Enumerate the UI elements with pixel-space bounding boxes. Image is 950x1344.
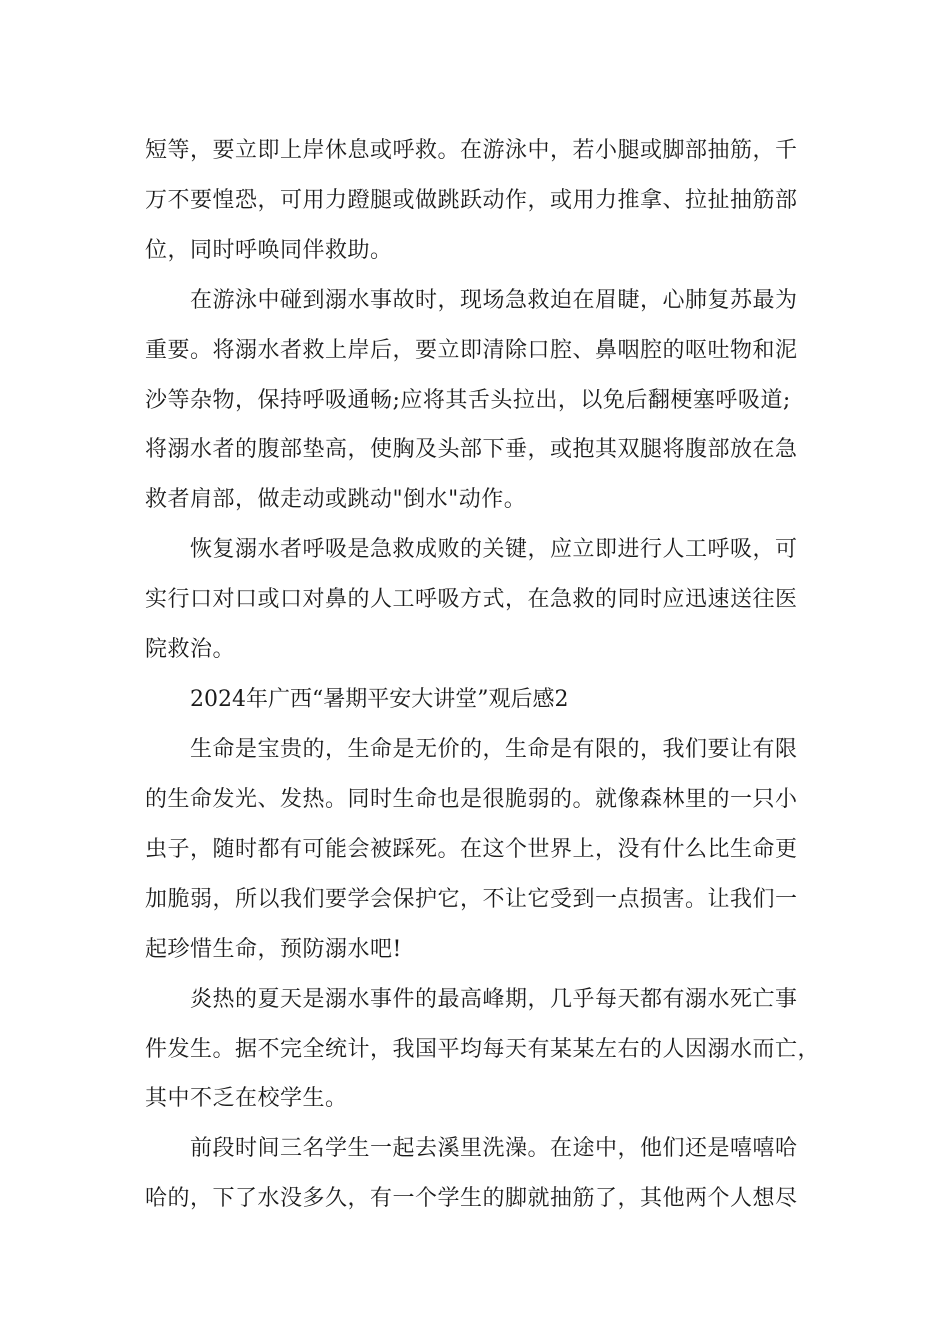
paragraph-2-line-1: 在游泳中碰到溺水事故时，现场急救迫在眉睫，心肺复苏最为 (190, 288, 798, 313)
paragraph-2-line-4: 将溺水者的腹部垫高，使胸及头部下垂，或抱其双腿将腹部放在急 (145, 437, 798, 462)
paragraph-1-line-1: 短等，要立即上岸休息或呼救。在游泳中，若小腿或脚部抽筋，千 (145, 138, 798, 163)
paragraph-4-line-3: 虫子，随时都有可能会被踩死。在这个世界上，没有什么比生命更 (145, 837, 798, 862)
paragraph-4-line-2: 的生命发光、发热。同时生命也是很脆弱的。就像森林里的一只小 (145, 787, 798, 812)
paragraph-5-line-1: 炎热的夏天是溺水事件的最高峰期，几乎每天都有溺水死亡事 (190, 987, 798, 1012)
paragraph-6-line-2: 哈的，下了水没多久，有一个学生的脚就抽筋了，其他两个人想尽 (145, 1186, 798, 1211)
paragraph-3-line-3: 院救治。 (145, 637, 236, 662)
paragraph-2-line-2: 重要。将溺水者救上岸后，要立即清除口腔、鼻咽腔的呕吐物和泥 (145, 338, 798, 363)
paragraph-4-line-4: 加脆弱，所以我们要学会保护它，不让它受到一点损害。让我们一 (145, 887, 798, 912)
paragraph-5-line-2: 件发生。据不完全统计，我国平均每天有某某左右的人因溺水而亡， (145, 1037, 821, 1062)
paragraph-1-line-3: 位，同时呼唤同伴救助。 (145, 238, 393, 263)
paragraph-6-line-1: 前段时间三名学生一起去溪里洗澡。在途中，他们还是嘻嘻哈 (190, 1136, 798, 1161)
paragraph-2-line-5: 救者肩部，做走动或跳动"倒水"动作。 (145, 487, 527, 512)
paragraph-2-line-3: 沙等杂物，保持呼吸通畅;应将其舌头拉出，以免后翻梗塞呼吸道; (145, 388, 791, 413)
paragraph-1-line-2: 万不要惶恐，可用力蹬腿或做跳跃动作，或用力推拿、拉扯抽筋部 (145, 188, 798, 213)
section-heading: 2024年广西“暑期平安大讲堂”观后感2 (190, 687, 569, 712)
paragraph-4-line-1: 生命是宝贵的，生命是无价的，生命是有限的，我们要让有限 (190, 737, 798, 762)
paragraph-3-line-2: 实行口对口或口对鼻的人工呼吸方式，在急救的同时应迅速送往医 (145, 587, 798, 612)
paragraph-5-line-3: 其中不乏在校学生。 (145, 1086, 348, 1111)
paragraph-3-line-1: 恢复溺水者呼吸是急救成败的关键，应立即进行人工呼吸，可 (190, 537, 798, 562)
paragraph-4-line-5: 起珍惜生命，预防溺水吧! (145, 937, 402, 962)
